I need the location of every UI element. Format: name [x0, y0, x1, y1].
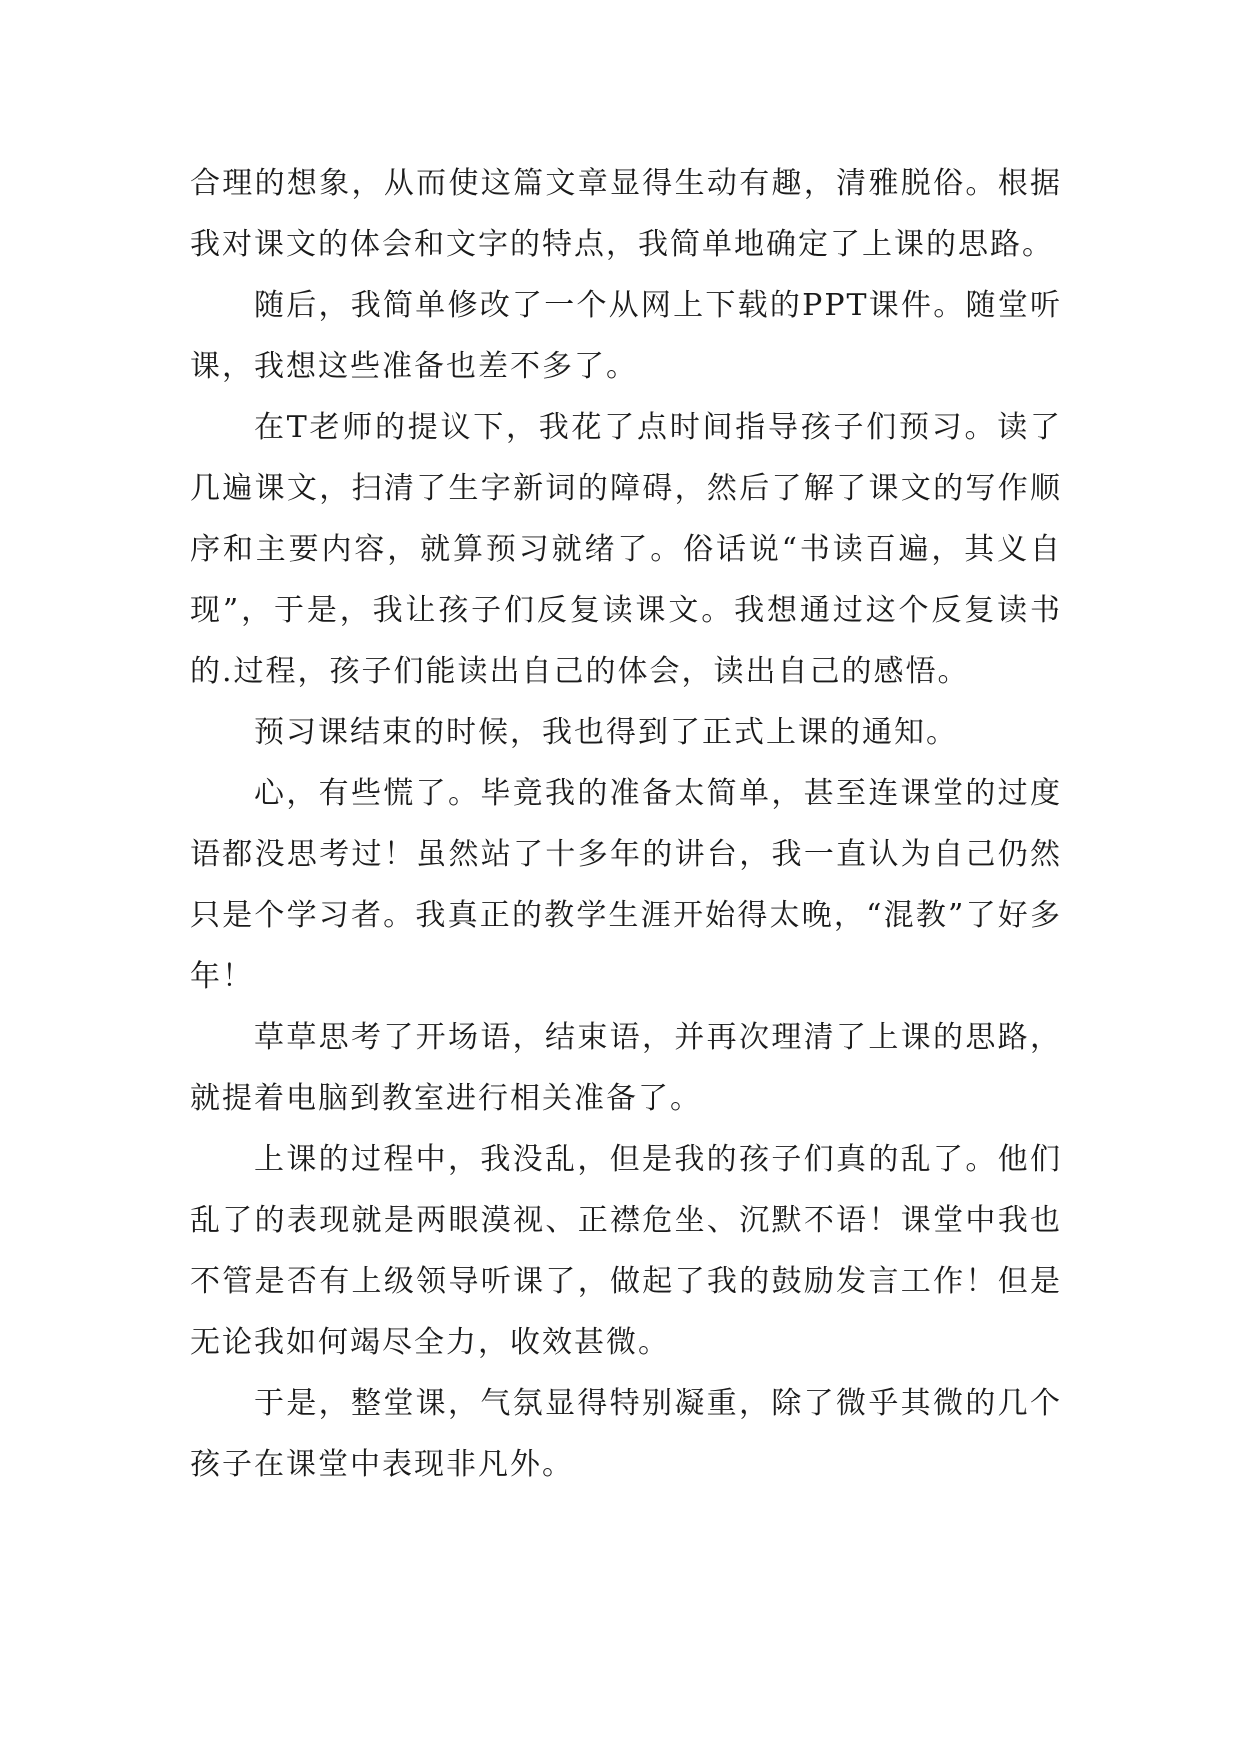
document-body — [190, 153, 1062, 1495]
paragraph-2: 随后，我简单修改了一个从网上下载的PPT课件。随堂听课，我想这些准备也差不多了。 — [190, 288, 1062, 384]
paragraph-4: 预习课结束的时候，我也得到了正式上课的通知。 — [254, 715, 958, 750]
paragraph-7: 上课的过程中，我没乱，但是我的孩子们真的乱了。他们乱了的表现就是两眼漠视、正襟危坐、沉默不语！课堂中我也不管是否有上级领导听课了，做起了我的鼓励发言工作！但是无论我如何竭尽全力，收效甚微。 — [190, 1142, 1062, 1360]
paragraph-3: 在T老师的提议下，我花了点时间指导孩子们预习。读了几遍课文，扫清了生字新词的障碍，然后了解了课文的写作顺序和主要内容，就算预习就绪了。俗话说“书读百遍，其义自现”，于是，我让孩子们反复读课文。我想通过这个反复读书的.过程，孩子们能读出自己的体会，读出自己的感悟。 — [190, 410, 1062, 689]
paragraph-1: 合理的想象，从而使这篇文章显得生动有趣，清雅脱俗。根据我对课文的体会和文字的特点，我简单地确定了上课的思路。 — [190, 166, 1062, 262]
paragraph-6: 草草思考了开场语，结束语，并再次理清了上课的思路，就提着电脑到教室进行相关准备了。 — [190, 1020, 1062, 1116]
paragraph-5: 心，有些慌了。毕竟我的准备太简单，甚至连课堂的过度语都没思考过！虽然站了十多年的讲台，我一直认为自己仍然只是个学习者。我真正的教学生涯开始得太晚，“混教”了好多年！ — [190, 776, 1062, 994]
paragraph-8: 于是，整堂课，气氛显得特别凝重，除了微乎其微的几个孩子在课堂中表现非凡外。 — [190, 1386, 1062, 1482]
